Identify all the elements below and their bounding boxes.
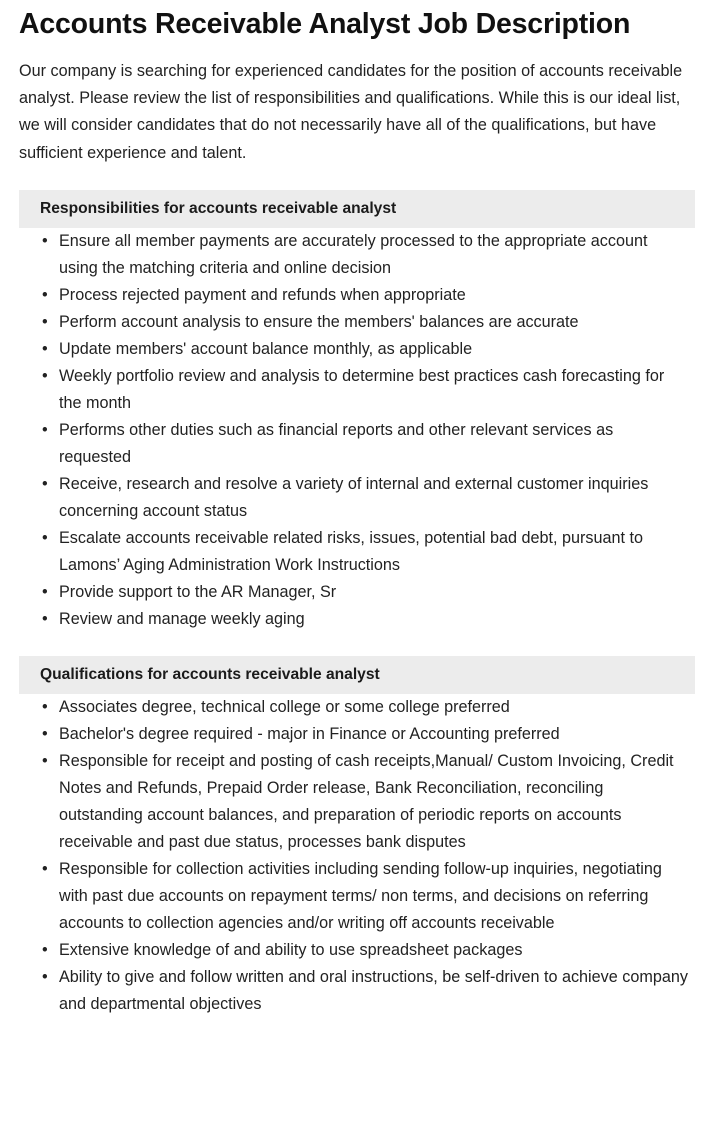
list-item: • Provide support to the AR Manager, Sr	[0, 579, 720, 606]
list-item: • Bachelor's degree required - major in Finance or Accounting preferred	[0, 721, 720, 748]
list-item: • Escalate accounts receivable related risks, issues, potential bad debt, pursuant to Lamons’ Aging Administration Work Instructions	[0, 525, 720, 579]
section-header-label: Responsibilities for accounts receivable analyst	[40, 200, 397, 218]
section-header-qualifications	[19, 656, 695, 694]
list-item: • Weekly portfolio review and analysis to determine best practices cash forecasting for the month	[0, 363, 720, 417]
qualifications-list	[0, 694, 720, 1018]
list-item: • Receive, research and resolve a variety of internal and external customer inquiries concerning account status	[0, 471, 720, 525]
section-qualifications	[0, 656, 720, 1018]
responsibilities-list	[0, 228, 720, 633]
list-item: • Ability to give and follow written and oral instructions, be self-driven to achieve company and departmental objectives	[0, 964, 720, 1018]
bottom-spacer	[0, 1018, 720, 1048]
list-item: • Process rejected payment and refunds when appropriate	[0, 282, 720, 309]
list-item: • Perform account analysis to ensure the members' balances are accurate	[0, 309, 720, 336]
list-item: • Extensive knowledge of and ability to use spreadsheet packages	[0, 937, 720, 964]
list-item: • Ensure all member payments are accurately processed to the appropriate account using the matching criteria and online decision	[0, 228, 720, 282]
list-item: • Associates degree, technical college or some college preferred	[0, 694, 720, 721]
list-item: • Review and manage weekly aging	[0, 606, 720, 633]
page-title: Accounts Receivable Analyst Job Description	[19, 8, 631, 40]
section-header-label: Qualifications for accounts receivable analyst	[40, 666, 380, 684]
section-responsibilities	[0, 190, 720, 633]
list-item: • Performs other duties such as financial reports and other relevant services as requested	[0, 417, 720, 471]
list-item: • Update members' account balance monthly, as applicable	[0, 336, 720, 363]
list-item: • Responsible for receipt and posting of cash receipts,Manual/ Custom Invoicing, Credit Notes and Refunds, Prepaid Order release, Bank Reconciliation, reconciling outstanding account balances, and preparation of periodic reports on accounts receivable and past due status, processes bank disputes	[0, 748, 720, 856]
section-header-responsibilities	[19, 190, 695, 228]
intro-paragraph: Our company is searching for experienced candidates for the position of accounts receivable analyst. Please review the list of responsibilities and qualifications. While this is our ideal list, we will consider candidates that do not necessarily have all of the qualifications, but have sufficient experience and talent.	[19, 62, 683, 162]
list-item: • Responsible for collection activities including sending follow-up inquiries, negotiating with past due accounts on repayment terms/ non terms, and decisions on referring accounts to collection agencies and/or writing off accounts receivable	[0, 856, 720, 937]
